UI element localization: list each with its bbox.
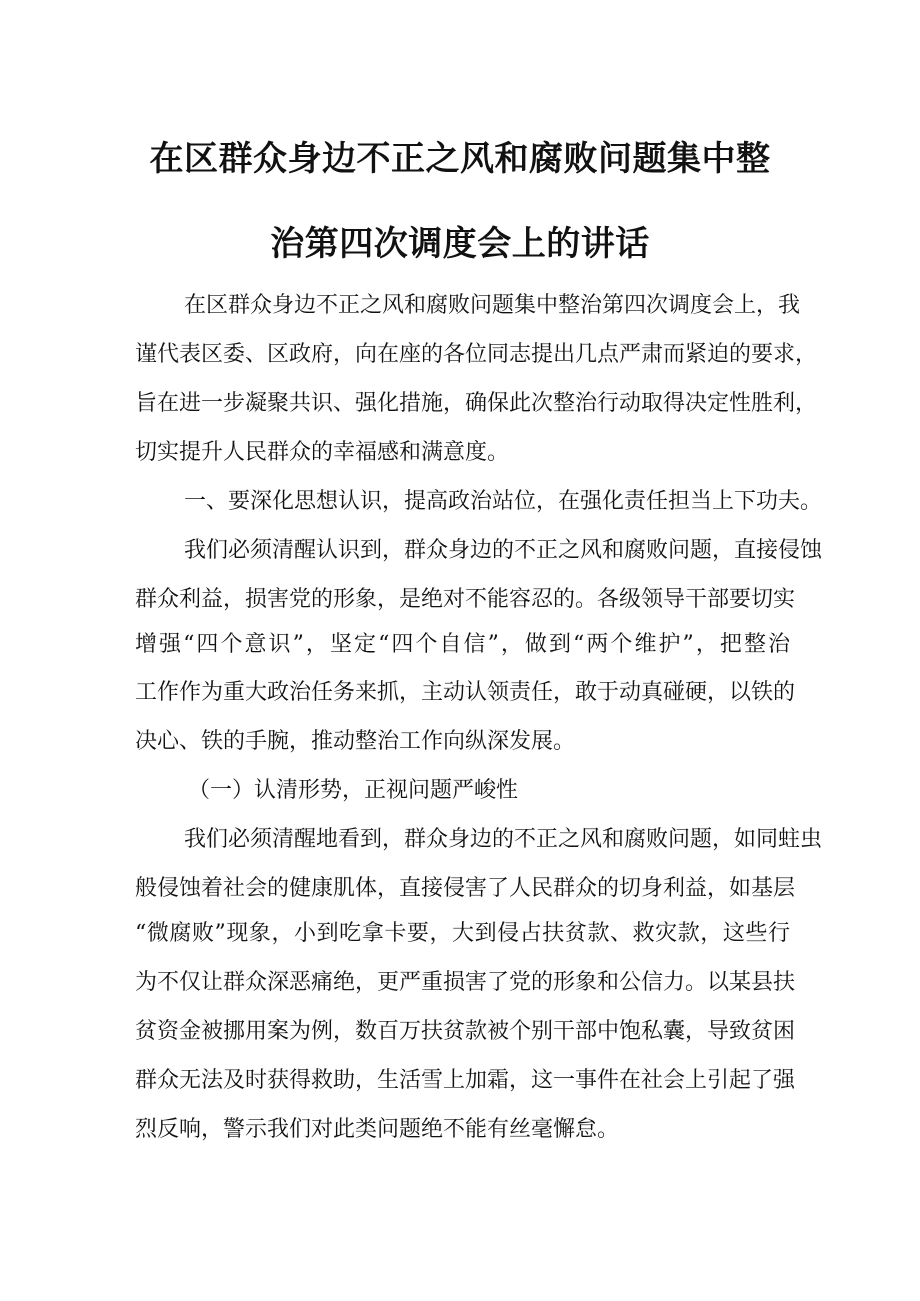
paragraph-line: 工作作为重大政治任务来抓，主动认领责任，敢于动真碰硬，以铁的 — [135, 680, 796, 705]
document-title-line-2: 治第四次调度会上的讲话 — [270, 224, 650, 264]
paragraph-line: 贫资金被挪用案为例，数百万扶贫款被个别干部中饱私囊，导致贫困 — [135, 1019, 796, 1044]
paragraph-line: 般侵蚀着社会的健康肌体，直接侵害了人民群众的切身利益，如基层 — [135, 876, 796, 901]
paragraph-line: 为不仅让群众深恶痛绝，更严重损害了党的形象和公信力。以某县扶 — [135, 970, 796, 995]
paragraph-line: 旨在进一步凝聚共识、强化措施，确保此次整治行动取得决定性胜利， — [135, 391, 818, 416]
paragraph-line: 群众无法及时获得救助，生活雪上加霜，这一事件在社会上引起了强 — [135, 1068, 796, 1093]
paragraph-line: 在区群众身边不正之风和腐败问题集中整治第四次调度会上，我 — [184, 293, 801, 318]
section-heading: 一、要深化思想认识，提高政治站位，在强化责任担当上下功夫。 — [184, 489, 823, 514]
document-title-line-1: 在区群众身边不正之风和腐败问题集中整 — [149, 139, 771, 179]
paragraph-line: 切实提升人民群众的幸福感和满意度。 — [135, 440, 510, 465]
paragraph-line: 决心、铁的手腕，推动整治工作向纵深发展。 — [135, 729, 576, 754]
paragraph-line: 烈反响，警示我们对此类问题绝不能有丝毫懈怠。 — [135, 1117, 620, 1142]
paragraph-line: “微腐败”现象，小到吃拿卡要，大到侵占扶贫款、救灾款，这些行 — [135, 921, 790, 946]
paragraph-line: 我们必须清醒地看到，群众身边的不正之风和腐败问题，如同蛀虫 — [184, 827, 823, 852]
paragraph-line: 群众利益，损害党的形象，是绝对不能容忍的。各级领导干部要切实 — [135, 587, 796, 612]
paragraph-line: 我们必须清醒认识到，群众身边的不正之风和腐败问题，直接侵蚀 — [184, 538, 823, 563]
paragraph-line: 增强“四个意识”，坚定“四个自信”，做到“两个维护”，把整治 — [135, 632, 790, 657]
subsection-heading: （一）认清形势，正视问题严峻性 — [188, 778, 519, 803]
paragraph-line: 谨代表区委、区政府，向在座的各位同志提出几点严肃而紧迫的要求， — [135, 342, 818, 367]
